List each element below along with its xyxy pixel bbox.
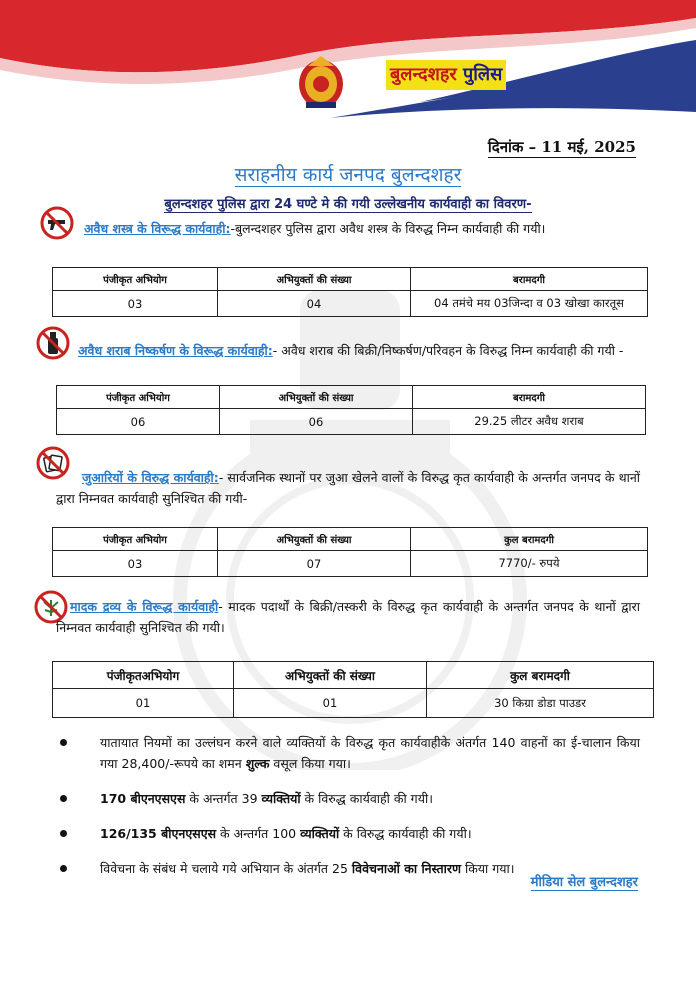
table-header-cell: बरामदगी <box>413 386 646 409</box>
bullet-icon <box>60 739 67 746</box>
table-cell: 04 तमंचे मय 03जिन्दा व 03 खोखा कारतूस <box>411 291 648 317</box>
table-header-cell: अभियुक्तों की संख्या <box>218 268 411 291</box>
table-cell: 03 <box>53 551 218 577</box>
bullet-icon <box>60 830 67 837</box>
section-drugs-text <box>56 596 640 638</box>
section-gambling-heading: जुआरियों के विरुद्ध कार्यवाही: <box>82 470 219 485</box>
table-header-cell: अभियुक्तों की संख्या <box>218 528 411 551</box>
bullet-bold: 126/135 बीएनएसएस <box>100 826 217 841</box>
table-cell: 03 <box>53 291 218 317</box>
table-header-cell: अभियुक्तों की संख्या <box>234 662 427 689</box>
bullet-text: वसूल किया गया। <box>269 756 351 771</box>
table-header-cell: पंजीकृतअभियोग <box>53 662 234 689</box>
brand-title <box>386 60 506 90</box>
table-header-cell: अभियुक्तों की संख्या <box>220 386 413 409</box>
table-cell: 01 <box>234 689 427 718</box>
table-cell: 06 <box>57 409 220 435</box>
table-cell: 04 <box>218 291 411 317</box>
table-header-cell: कुल बरामदगी <box>411 528 648 551</box>
bullet-text: यातायात नियमों का उल्लंघन करने वाले व्यक्तियों के विरुद्ध कृत कार्यवाहीके अंतर्गत 140 वाहनों का ई-चालान किया गया 28,400/-रूपये का शमन <box>100 735 640 771</box>
bullet-bold: व्यक्तियों <box>300 826 340 841</box>
table-header-cell: पंजीकृत अभियोग <box>57 386 220 409</box>
bullet-text: के अन्तर्गत 100 <box>216 826 301 841</box>
signature: मीडिया सेल बुलन्दशहर <box>531 872 638 891</box>
section-gambling-text <box>56 467 640 509</box>
bullet-bold: शुल्क <box>245 756 270 771</box>
table-cell: 7770/- रुपये <box>411 551 648 577</box>
bullet-text: विवेचना के संबंध मे चलाये गये अभियान के अंतर्गत 25 <box>100 861 352 876</box>
table-header-cell: पंजीकृत अभियोग <box>53 528 218 551</box>
section-arms-heading: अवैध शस्त्र के विरूद्ध कार्यवाही: <box>84 221 231 236</box>
bullet-bold: विवेचनाओं का निस्तारण <box>351 861 461 876</box>
table-header-row <box>53 268 648 291</box>
section-arms-body: -बुलन्दशहर पुलिस द्वारा अवैध शस्त्र के विरुद्ध निम्न कार्यवाही की गयी। <box>230 221 546 236</box>
table-cell: 29.25 लीटर अवैध शराब <box>413 409 646 435</box>
table-header-row <box>53 528 648 551</box>
section-liquor-text <box>56 340 640 361</box>
arms-table <box>52 267 648 317</box>
bullet-text: किया गया। <box>461 861 515 876</box>
section-gambling-body: - सार्वजनिक स्थानों पर जुआ खेलने वालों के विरुद्ध कृत कार्यवाही के अन्तर्गत जनपद के थानों द्वारा निम्नवत कार्यवाही सुनिश्चित की गयी- <box>56 470 640 506</box>
summary-list <box>58 732 640 879</box>
section-arms-text <box>56 218 640 239</box>
bullet-text: के विरुद्ध कार्यवाही की गयी। <box>339 826 472 841</box>
page-title-text: सराहनीय कार्य जनपद बुलन्दशहर <box>234 164 462 186</box>
list-item <box>58 823 640 844</box>
section-liquor-body: - अवैध शराब की बिक्री/निष्कर्षण/परिवहन के विरुद्ध निम्न कार्यवाही की गयी - <box>272 343 624 358</box>
brand-part2: पुलिस <box>463 64 503 85</box>
table-cell: 07 <box>218 551 411 577</box>
table-cell: 30 किग्रा डोडा पाउडर <box>427 689 654 718</box>
table-row <box>53 551 648 577</box>
up-police-emblem-icon <box>296 54 346 110</box>
header-banner <box>0 0 696 135</box>
section-drugs-body: - मादक पदार्थों के बिक्री/तस्करी के विरुद्ध कृत कार्यवाही के अन्तर्गत जनपद के थानों द्वारा निम्नवत कार्यवाही सुनिश्चित की गयी। <box>56 599 640 635</box>
page-subtitle <box>0 194 696 212</box>
date-line: दिनांक – 11 मई, 2025 <box>487 138 636 156</box>
liquor-table <box>56 385 646 435</box>
list-item <box>58 788 640 809</box>
table-cell: 06 <box>220 409 413 435</box>
bullet-icon <box>60 865 67 872</box>
table-header-row <box>53 662 654 689</box>
brand-part1: बुलन्दशहर <box>390 64 457 85</box>
table-row <box>53 689 654 718</box>
section-liquor-heading: अवैध शराब निष्कर्षण के विरूद्ध कार्यवाही: <box>78 343 273 358</box>
table-row <box>53 291 648 317</box>
table-row <box>57 409 646 435</box>
gambling-table <box>52 527 648 577</box>
page-subtitle-text: बुलन्दशहर पुलिस द्वारा 24 घण्टे मे की गयी उल्लेखनीय कार्यवाही का विवरण- <box>164 197 532 212</box>
bullet-icon <box>60 795 67 802</box>
list-item <box>58 732 640 774</box>
bullet-text: के विरुद्ध कार्यवाही की गयी। <box>300 791 433 806</box>
table-cell: 01 <box>53 689 234 718</box>
drugs-table <box>52 661 654 718</box>
section-drugs-heading: मादक द्रव्य के विरूद्ध कार्यवाही <box>70 599 219 614</box>
page-title <box>0 161 696 187</box>
table-header-cell: पंजीकृत अभियोग <box>53 268 218 291</box>
bullet-bold: 170 बीएनएसएस <box>100 791 186 806</box>
bullet-text: के अन्तर्गत 39 <box>185 791 262 806</box>
table-header-cell: कुल बरामदगी <box>427 662 654 689</box>
bullet-bold: व्यक्तियों <box>261 791 301 806</box>
table-header-cell: बरामदगी <box>411 268 648 291</box>
table-header-row <box>57 386 646 409</box>
